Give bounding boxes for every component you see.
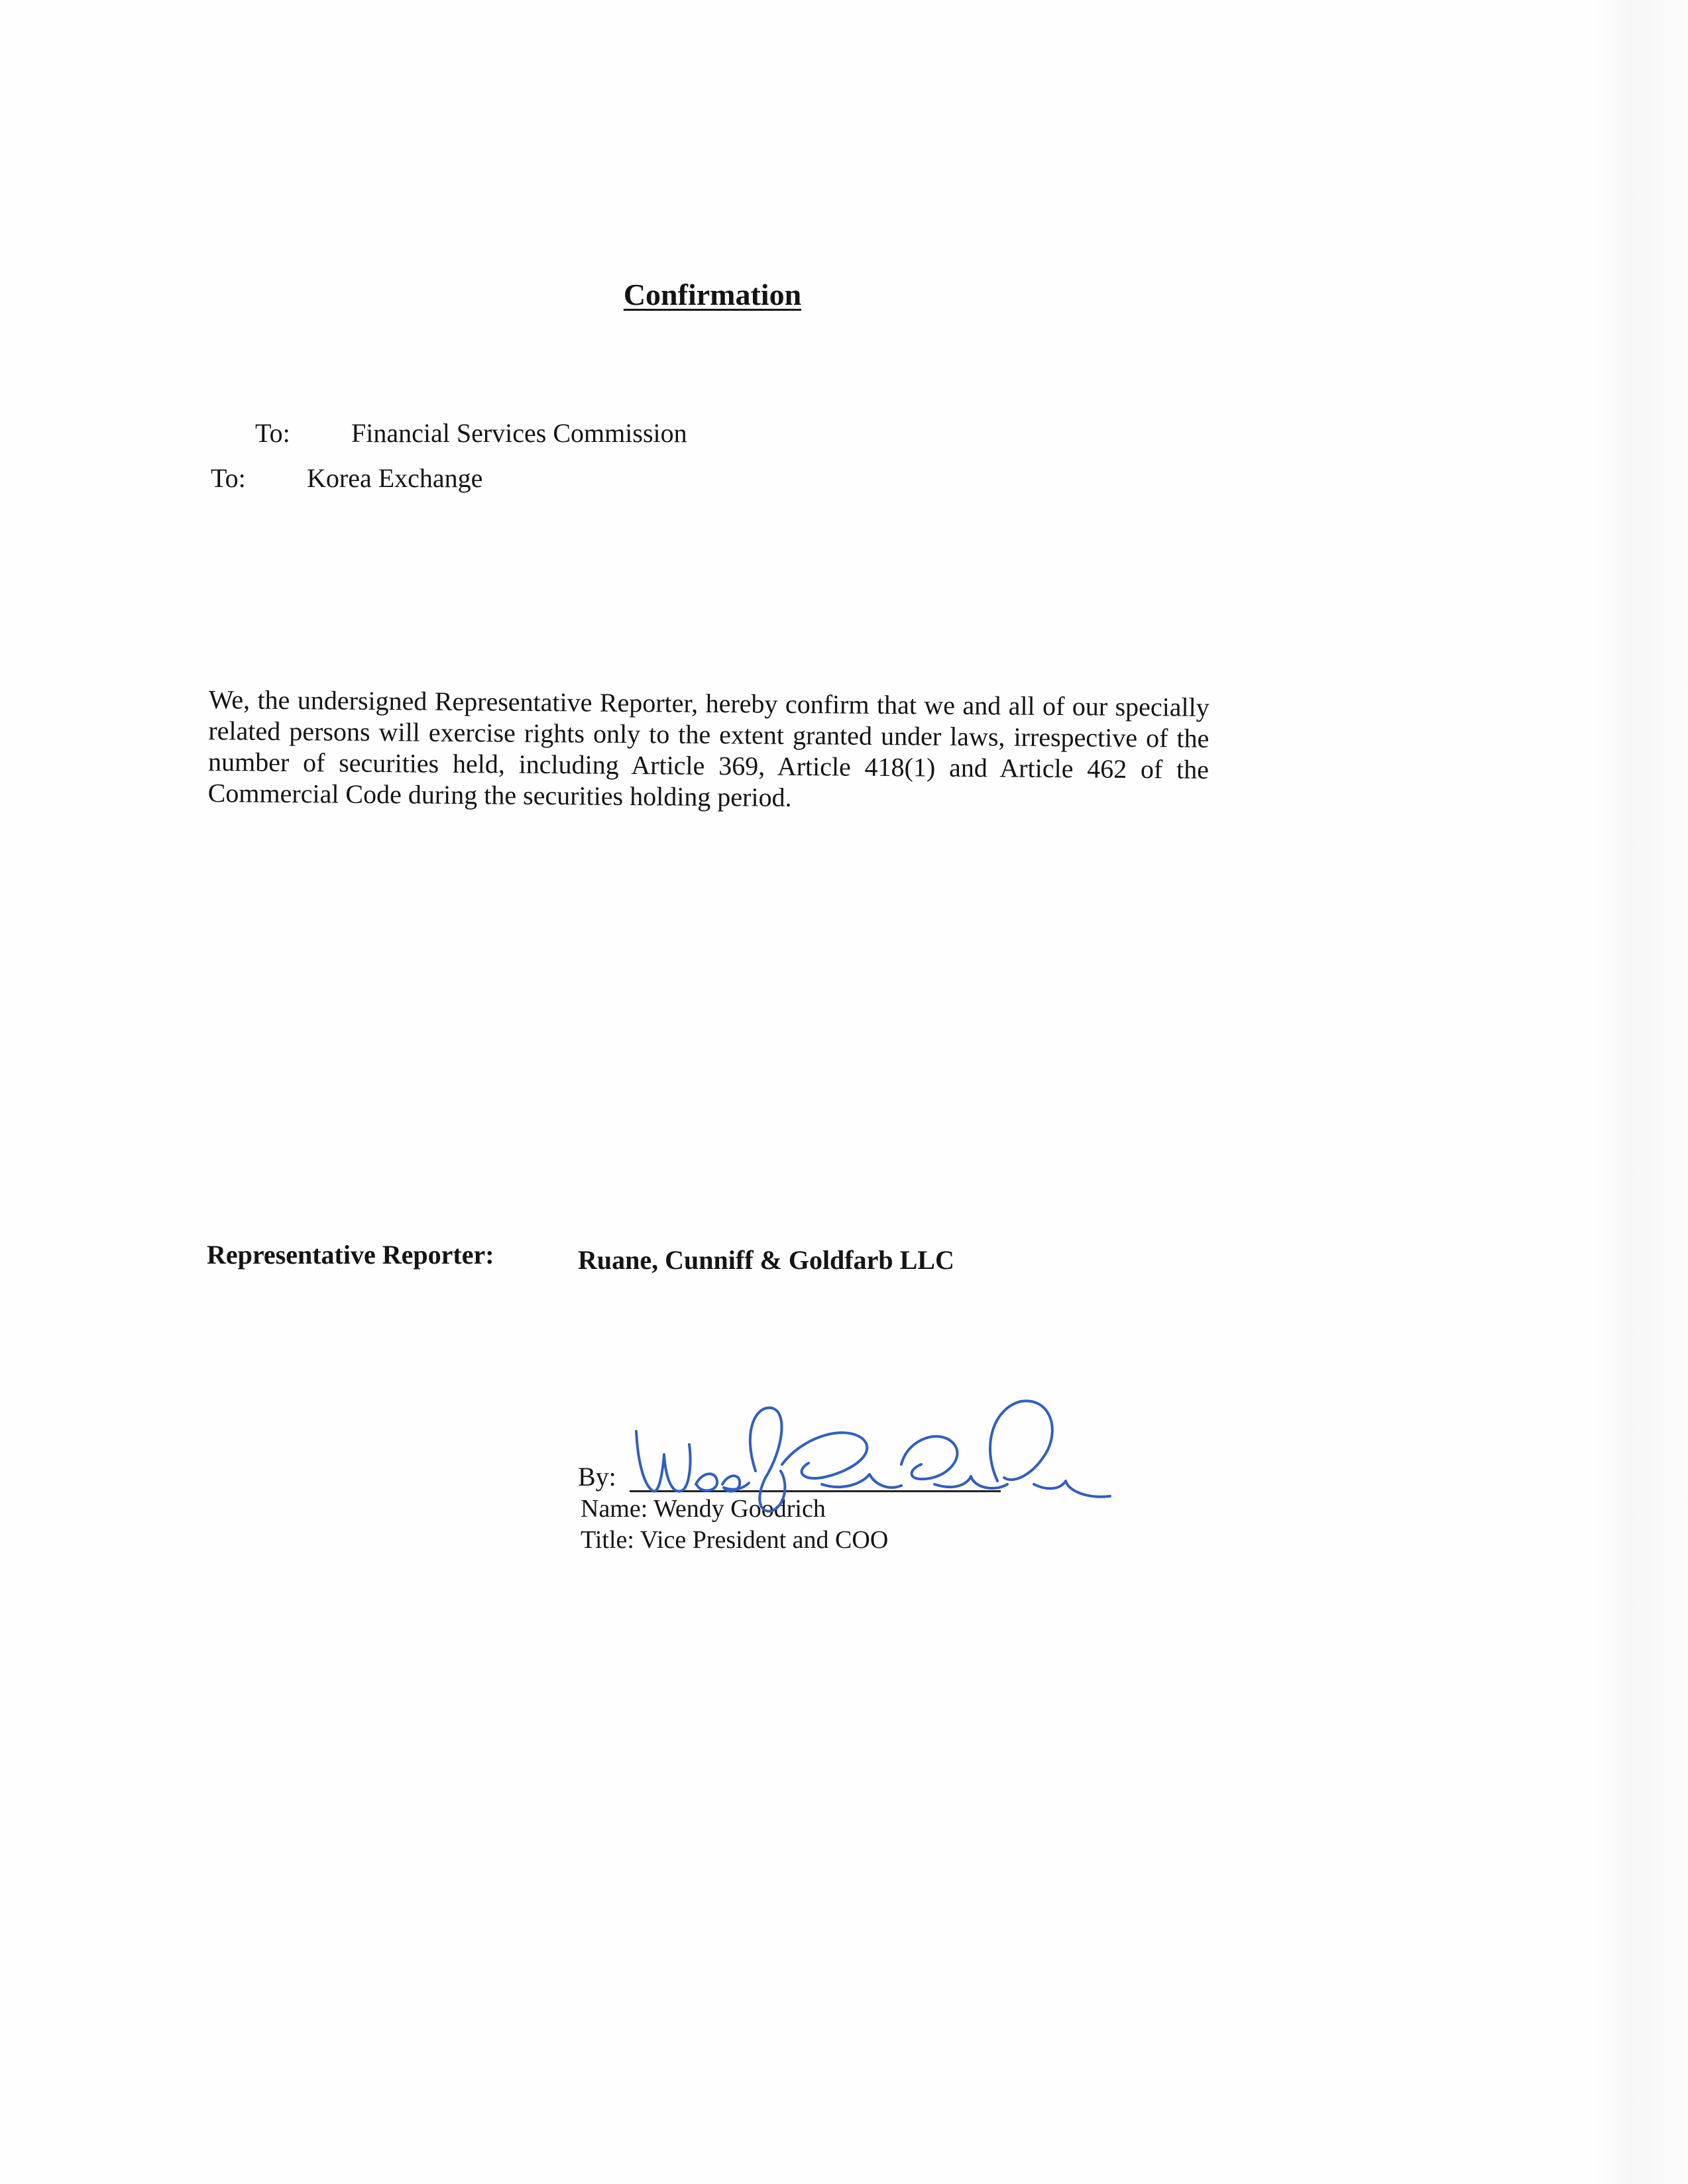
document-title: Confirmation (623, 278, 802, 311)
handwritten-signature (623, 1392, 1113, 1517)
signatory-title: Title: Vice President and COO (581, 1526, 889, 1554)
scan-edge-shadow (1589, 0, 1688, 2184)
signatory-name: Name: Wendy Goodrich (581, 1495, 826, 1523)
by-label: By: (578, 1462, 616, 1492)
recipient-label: To: (211, 463, 246, 493)
representative-reporter-label: Representative Reporter: (207, 1240, 494, 1270)
representative-reporter-name: Ruane, Cunniff & Goldfarb LLC (578, 1245, 954, 1275)
confirmation-paragraph: We, the undersigned Representative Reporter, hereby confirm that we and all of our specially related persons will exercise rights only to the extent granted under laws, irrespective of the number of securities held, including Article 369, Article 418(1) and Article 462 of the Commercial Code during the securities holding period. (207, 684, 1210, 812)
recipient-value: Financial Services Commission (351, 418, 687, 448)
recipient-value: Korea Exchange (307, 463, 483, 493)
recipient-label: To: (255, 418, 290, 448)
